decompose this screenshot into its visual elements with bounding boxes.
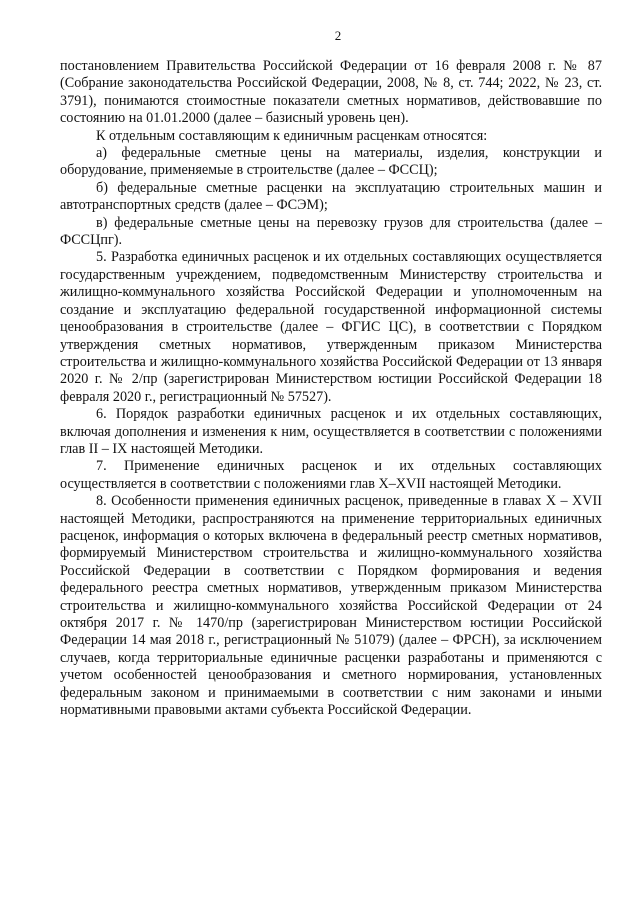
page-number: 2 <box>334 28 342 43</box>
paragraph-item-a-fssc: а) федеральные сметные цены на материалы, изделия, конструкции и оборудование, применяемые в строительстве (далее – ФССЦ); <box>60 145 602 179</box>
paragraph-components-intro: К отдельным составляющим к единичным расценкам относятся: <box>96 127 488 144</box>
paragraph-item-v-fsscpg: в) федеральные сметные цены на перевозку грузов для строительства (далее – ФССЦпг). <box>60 214 602 249</box>
paragraph-continuation: постановлением Правительства Российской Федерации от 16 февраля 2008 г. № 87 (Собрание законодательства Российской Федерации, 2008, № 8, ст. 744; 2022, № 23, ст. 3791), понимаются стоимостные показатели сметных нормативов, действовавшие по состоянию на 01.01.2000 (далее – базисный уровень цен). <box>60 58 602 127</box>
paragraph-section-7: 7. Применение единичных расценок и их отдельных составляющих осуществляется в соответствии с положениями глав X–XVII настоящей Методики. <box>60 458 602 492</box>
paragraph-item-b-fsem: б) федеральные сметные расценки на эксплуатацию строительных машин и автотранспортных средств (далее – ФСЭМ); <box>60 179 602 214</box>
paragraph-section-6: 6. Порядок разработки единичных расценок и их отдельных составляющих, включая дополнения и изменения к ним, осуществляется в соответствии с положениями глав II – IX настоящей Методики. <box>60 406 602 457</box>
paragraph-section-5: 5. Разработка единичных расценок и их отдельных составляющих осуществляется государственным учреждением, подведомственным Министерству строительства и жилищно-коммунального хозяйства Российской Федерации и уполномоченным на создание и эксплуатацию федеральной государственной информационной системы ценообразования в строительстве (далее – ФГИС ЦС), в соответствии с Порядком утверждения сметных нормативов, утвержденным приказом Министерства строительства и жилищно-коммунального хозяйства Российской Федерации от 13 января 2020 г. № 2/пр (зарегистрирован Министерством юстиции Российской Федерации 18 февраля 2020 г., регистрационный № 57527). <box>60 249 602 405</box>
paragraph-section-8: 8. Особенности применения единичных расценок, приведенные в главах X – XVII настоящей Методики, распространяются на применение территориальных единичных расценок, информация о которых включена в федеральный реестр сметных нормативов, формируемый Министерством строительства и жилищно-коммунального хозяйства Российской Федерации в соответствии с Порядком формирования и ведения федерального реестра сметных нормативов, утвержденным приказом Министерства строительства и жилищно-коммунального хозяйства Российской Федерации от 24 октября 2017 г. № 1470/пр (зарегистрирован Министерством юстиции Российской Федерации 14 мая 2018 г., регистрационный № 51079) (далее – ФРСН), за исключением случаев, когда территориальные единичные расценки разработаны и применяются с учетом особенностей ценообразования и сметного нормирования, установленных федеральным законом и принимаемыми в соответствии с ним законами и иными нормативными правовыми актами субъекта Российской Федерации. <box>60 493 602 719</box>
